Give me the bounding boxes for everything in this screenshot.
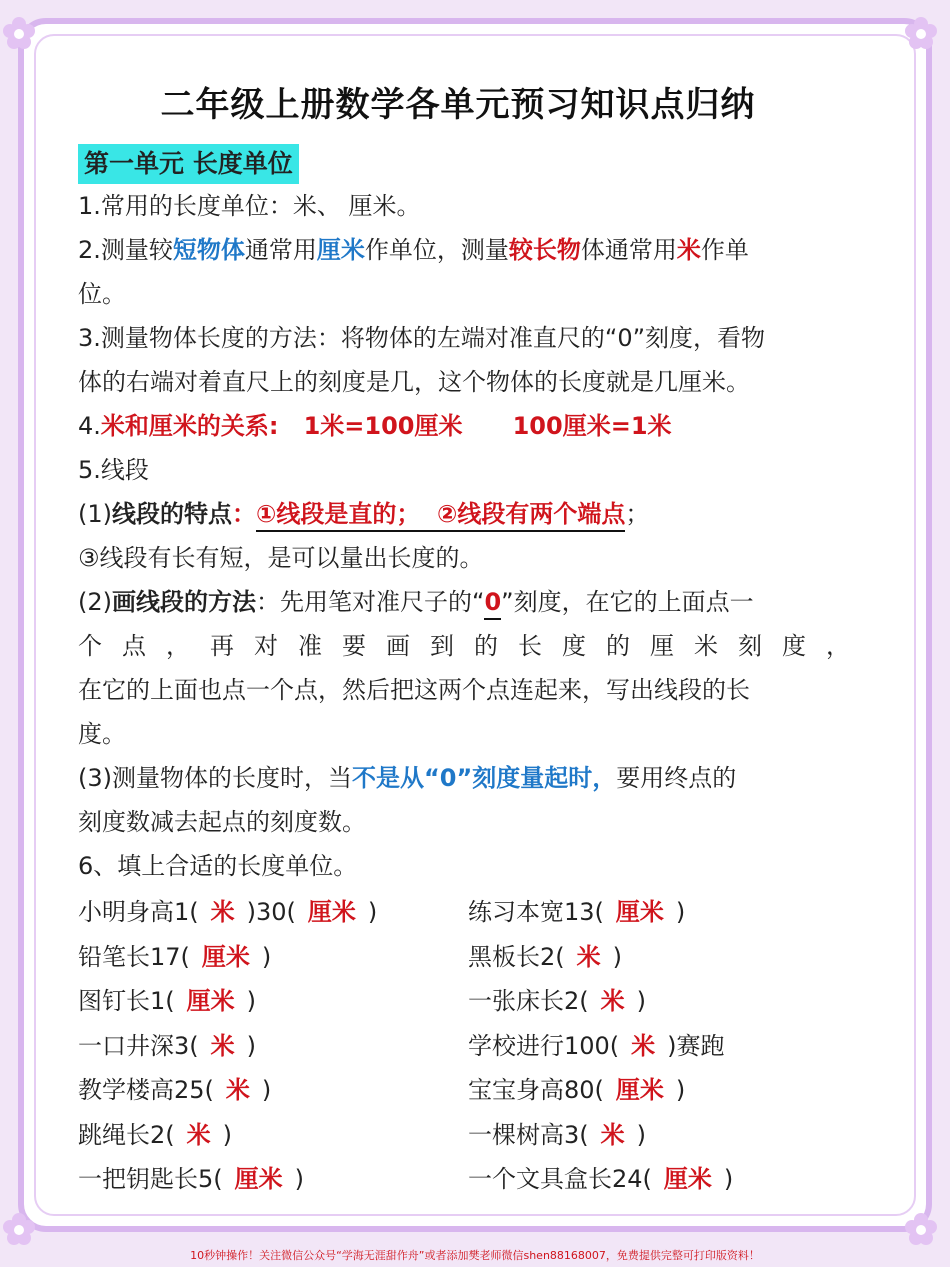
- text: ：先用笔对准尺子的“: [256, 588, 485, 616]
- text: ”刻度，在它的上面点一: [501, 588, 754, 616]
- answer: 米: [600, 1120, 625, 1149]
- point-1: 1.常用的长度单位：米、 厘米。: [78, 192, 421, 220]
- flower-icon: [904, 16, 938, 50]
- answer: 厘米: [186, 987, 235, 1015]
- point-3-line-1: 3.测量物体长度的方法：将物体的左端对准直尺的“0”刻度，看物: [78, 324, 766, 352]
- fill-in-exercises: [78, 890, 838, 1202]
- highlight-red-underlined: 0: [484, 588, 501, 620]
- answer: 米: [210, 1031, 235, 1060]
- text: (1): [78, 500, 112, 528]
- list-item: [468, 890, 733, 935]
- list-item: [468, 935, 733, 980]
- answer: 米: [210, 898, 235, 926]
- point-5: 5.线段: [78, 456, 149, 484]
- highlight-red-underlined: ①线段是直的； ②线段有两个端点: [256, 500, 625, 532]
- question-text: 一张床长2(: [468, 987, 589, 1015]
- list-item: [468, 979, 733, 1024]
- question-text: 跳绳长2(: [78, 1120, 175, 1149]
- point-5-2-line-2: 个点，再对准要画到的长度的厘米刻度，: [78, 632, 870, 660]
- question-text: ): [246, 1031, 257, 1060]
- text: 作单位，测量: [364, 236, 509, 264]
- answer: 厘米: [663, 1165, 712, 1193]
- point-4: [78, 404, 838, 448]
- question-text: ): [222, 1120, 233, 1149]
- bold-term: 画线段的方法: [112, 588, 256, 616]
- question-text: ): [723, 1165, 734, 1193]
- answer: 厘米: [234, 1165, 283, 1193]
- question-text: 一个文具盒长24(: [468, 1165, 652, 1193]
- text: (2): [78, 588, 112, 616]
- question-text: 学校进行100(: [468, 1031, 620, 1060]
- question-text: ): [294, 1165, 305, 1193]
- text: 4.: [78, 412, 101, 440]
- list-item: [78, 979, 468, 1024]
- list-item: [468, 1157, 733, 1202]
- flower-icon: [904, 1212, 938, 1246]
- question-text: ): [261, 1076, 272, 1104]
- fill-column-left: [78, 890, 468, 1202]
- point-2: [78, 228, 838, 272]
- answer: 厘米: [201, 942, 250, 971]
- answer: 米: [186, 1120, 211, 1149]
- question-text: ): [636, 1120, 647, 1149]
- answer: 米: [600, 987, 625, 1015]
- text: ：: [232, 500, 256, 528]
- point-3-line-2: 体的右端对着直尺上的刻度是几，这个物体的长度就是几厘米。: [78, 368, 750, 396]
- highlight-red: 较长物: [508, 236, 581, 264]
- list-item: [468, 1068, 733, 1113]
- highlight-blue: 厘米: [316, 236, 365, 264]
- highlight-blue: 不是从“0”刻度量起时，: [352, 764, 617, 792]
- flower-icon: [2, 16, 36, 50]
- question-text: ): [612, 942, 623, 971]
- question-text: ): [675, 1076, 686, 1104]
- point-2-cont: 位。: [78, 280, 126, 308]
- point-6: 6、填上合适的长度单位。: [78, 852, 358, 880]
- list-item: [78, 1024, 468, 1069]
- point-5-1-cont: ③线段有长有短，是可以量出长度的。: [78, 544, 484, 572]
- question-text: 教学楼高25(: [78, 1076, 214, 1104]
- list-item: [468, 1024, 733, 1069]
- highlight-blue: 短物体: [172, 236, 245, 264]
- point-5-3: [78, 756, 838, 800]
- page-title: 二年级上册数学各单元预习知识点归纳: [160, 85, 756, 125]
- highlight-red: 米和厘米的关系: 1米=100厘米 100厘米=1米: [100, 412, 672, 440]
- text: ；: [625, 500, 650, 528]
- text: 通常用: [244, 236, 317, 264]
- question-text: )赛跑: [667, 1031, 725, 1060]
- list-item: [78, 1068, 468, 1113]
- unit-heading-label: 第一单元 长度单位: [78, 144, 299, 184]
- point-5-1: [78, 492, 838, 536]
- list-item: [78, 1113, 468, 1158]
- answer: 厘米: [615, 1076, 664, 1104]
- question-text: ): [636, 987, 647, 1015]
- answer: 米: [631, 1031, 656, 1060]
- point-5-2-line-3: 在它的上面也点一个点，然后把这两个点连起来，写出线段的长: [78, 676, 750, 704]
- question-text: 练习本宽13(: [468, 898, 604, 926]
- list-item: [78, 935, 468, 980]
- answer: 米: [225, 1076, 250, 1104]
- bold-term: 线段的特点: [112, 500, 232, 528]
- list-item: [78, 1157, 468, 1202]
- text: 作单: [700, 236, 749, 264]
- question-text: 图钉长1(: [78, 987, 175, 1015]
- answer: 米: [576, 942, 601, 971]
- question-text: 黑板长2(: [468, 942, 565, 971]
- text: 体通常用: [580, 236, 677, 264]
- point-5-3-line-2: 刻度数减去起点的刻度数。: [78, 808, 366, 836]
- fill-column-right: [468, 890, 733, 1202]
- document-content: [78, 80, 870, 1202]
- question-text: 一口井深3(: [78, 1031, 199, 1060]
- unit-heading: [78, 144, 838, 184]
- point-5-2-line-4: 度。: [78, 720, 126, 748]
- question-text: )30(: [246, 898, 296, 926]
- answer: 厘米: [307, 898, 356, 926]
- answer: 厘米: [615, 898, 664, 926]
- question-text: ): [246, 987, 257, 1015]
- question-text: ): [367, 898, 378, 926]
- question-text: ): [675, 898, 686, 926]
- question-text: 铅笔长17(: [78, 942, 190, 971]
- list-item: [78, 890, 468, 935]
- question-text: 宝宝身高80(: [468, 1076, 604, 1104]
- text: 2.测量较: [78, 236, 173, 264]
- point-5-2: [78, 580, 838, 624]
- question-text: 一把钥匙长5(: [78, 1165, 223, 1193]
- text: (3)测量物体的长度时，当: [78, 764, 352, 792]
- footer-notice: 10秒钟操作！关注微信公众号“学海无涯甜作舟”或者添加樊老师微信shen88168007，免费提供完整可打印版资料！: [190, 1249, 760, 1262]
- list-item: [468, 1113, 733, 1158]
- text: 要用终点的: [616, 764, 737, 792]
- question-text: 一棵树高3(: [468, 1120, 589, 1149]
- question-text: ): [261, 942, 272, 971]
- highlight-red: 米: [676, 236, 701, 264]
- question-text: 小明身高1(: [78, 898, 199, 926]
- flower-icon: [2, 1212, 36, 1246]
